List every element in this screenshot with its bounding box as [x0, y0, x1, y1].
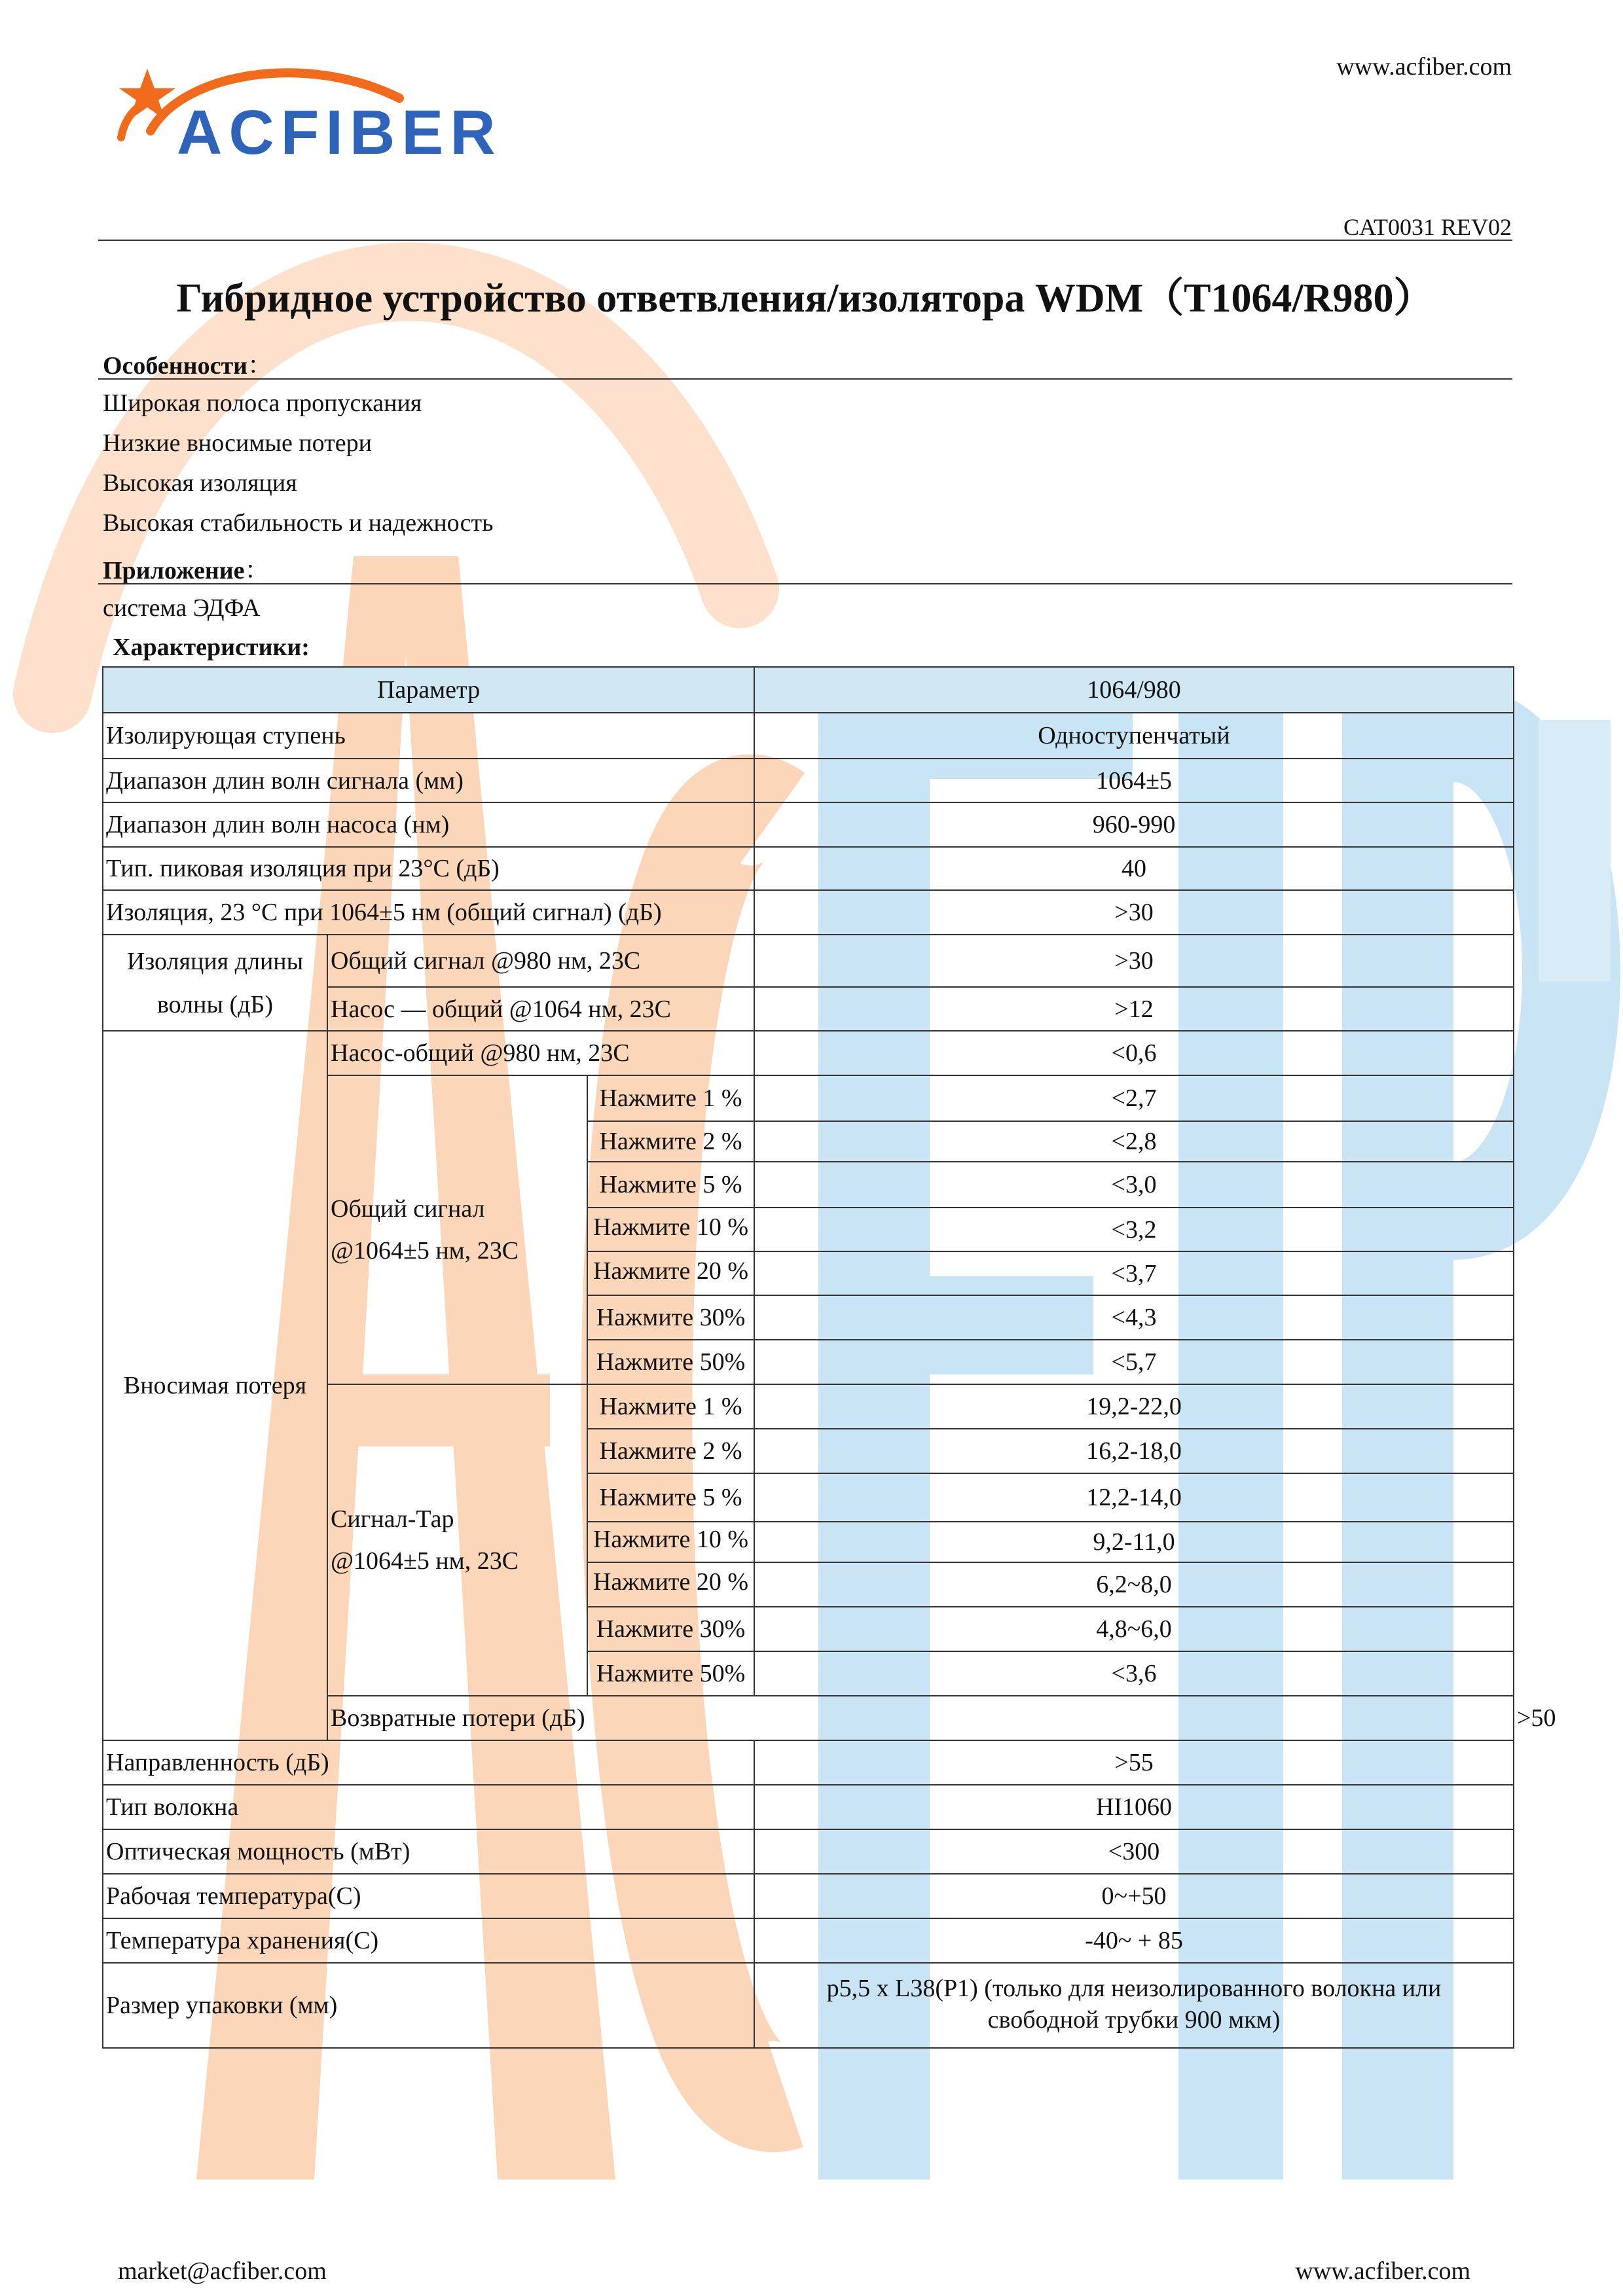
tap-value: <3,6 — [754, 1651, 1514, 1696]
application-divider — [98, 583, 1512, 584]
table-row — [103, 759, 1514, 802]
common-signal-line2: @1064±5 нм, 23C — [331, 1237, 519, 1265]
footer-email[interactable]: market@acfiber.com — [118, 2257, 327, 2285]
param-value: HI1060 — [754, 1785, 1514, 1829]
param-label: Тип. пиковая изоляция при 23°C (дБ) — [103, 847, 754, 890]
signal-tap-line2: @1064±5 нм, 23C — [331, 1547, 519, 1575]
param-value: >30 — [754, 935, 1514, 987]
tap-value: <3,7 — [754, 1251, 1514, 1295]
document-code: CAT0031 REV02 — [1343, 214, 1512, 240]
table-row — [103, 847, 1514, 890]
insertion-loss-label: Вносимая потеря — [103, 1031, 327, 1740]
param-value: >30 — [754, 890, 1514, 935]
signal-tap-line1: Сигнал-Тар — [331, 1505, 454, 1533]
acfiber-logo — [111, 52, 502, 177]
param-label: Общий сигнал @980 нм, 23C — [327, 935, 754, 987]
common-signal-label — [327, 1075, 587, 1384]
tap-value: 4,8~6,0 — [754, 1607, 1514, 1651]
table-row — [103, 1785, 1514, 1829]
table-row — [103, 713, 1514, 759]
tap-label: Нажмите 2 % — [587, 1121, 754, 1162]
param-value: >12 — [754, 987, 1514, 1031]
param-label: Рабочая температура(C) — [103, 1874, 754, 1918]
tap-label: Нажмите 1 % — [587, 1075, 754, 1121]
table-row — [103, 1874, 1514, 1918]
wavelength-isolation-label: Изоляция длины волны (дБ) — [103, 935, 327, 1031]
tap-value: <3,0 — [754, 1162, 1514, 1208]
tap-label: Нажмите 50% — [587, 1340, 754, 1384]
param-value: >55 — [754, 1740, 1514, 1785]
feature-item: Высокая изоляция — [103, 469, 297, 497]
tap-label: Нажмите 30% — [587, 1607, 754, 1651]
feature-item: Низкие вносимые потери — [103, 429, 372, 457]
param-value: -40~ + 85 — [754, 1918, 1514, 1963]
tap-value: <4,3 — [754, 1295, 1514, 1340]
tap-label: Нажмите 20 % — [587, 1562, 754, 1607]
tap-label: Нажмите 10 % — [587, 1522, 754, 1562]
param-label: Диапазон длин волн насоса (нм) — [103, 802, 754, 847]
tap-value: 12,2-14,0 — [754, 1473, 1514, 1522]
tap-label: Нажмите 10 % — [587, 1208, 754, 1251]
param-label: Насос — общий @1064 нм, 23C — [327, 987, 754, 1031]
param-value: 40 — [754, 847, 1514, 890]
param-label: Температура хранения(C) — [103, 1918, 754, 1963]
header-website[interactable]: www.acfiber.com — [1336, 53, 1512, 81]
header-value: 1064/980 — [754, 667, 1514, 713]
tap-label: Нажмите 1 % — [587, 1384, 754, 1429]
param-label: Возвратные потери (дБ) — [327, 1696, 1514, 1740]
footer-website[interactable]: www.acfiber.com — [1295, 2257, 1470, 2285]
tap-label: Нажмите 20 % — [587, 1251, 754, 1295]
header-divider — [98, 240, 1512, 241]
param-label: Изолирующая ступень — [103, 713, 754, 759]
tap-label: Нажмите 5 % — [587, 1162, 754, 1208]
logo-text: ACFIBER — [177, 98, 502, 168]
param-value: 0~+50 — [754, 1874, 1514, 1918]
table-header-row — [103, 667, 1514, 713]
table-row — [103, 1031, 1514, 1075]
table-row — [103, 890, 1514, 935]
tap-value: <3,2 — [754, 1208, 1514, 1251]
param-value: 960-990 — [754, 802, 1514, 847]
tap-value: 16,2-18,0 — [754, 1429, 1514, 1473]
tap-value: <2,7 — [754, 1075, 1514, 1121]
feature-item: Широкая полоса пропускания — [103, 389, 422, 417]
tap-label: Нажмите 5 % — [587, 1473, 754, 1522]
features-divider — [98, 378, 1512, 380]
param-value: <300 — [754, 1829, 1514, 1874]
spec-table — [102, 666, 1556, 2049]
table-row — [103, 935, 1514, 987]
table-row — [103, 1740, 1514, 1785]
param-label: Направленность (дБ) — [103, 1740, 754, 1785]
common-signal-line1: Общий сигнал — [331, 1195, 485, 1223]
table-row: Возвратные потери (дБ) >50 — [103, 1696, 1514, 1740]
tap-value: <5,7 — [754, 1340, 1514, 1384]
param-value: Одноступенчатый — [754, 713, 1514, 759]
features-heading: Особенности： — [103, 352, 273, 380]
tap-label: Нажмите 30% — [587, 1295, 754, 1340]
application-item: система ЭДФА — [103, 594, 261, 622]
table-row — [103, 1963, 1514, 2048]
feature-item: Высокая стабильность и надежность — [103, 509, 494, 537]
table-row — [103, 1829, 1514, 1874]
tap-label: Нажмите 50% — [587, 1651, 754, 1696]
application-heading: Приложение： — [103, 557, 270, 584]
package-size-line2: свободной трубки 900 мкм) — [987, 2006, 1281, 2034]
page-title: Гибридное устройство ответвления/изолятора WDM（T1064/R980） — [176, 276, 1434, 321]
param-value: <0,6 — [754, 1031, 1514, 1075]
tap-value: 19,2-22,0 — [754, 1384, 1514, 1429]
param-label: Насос-общий @980 нм, 23C — [327, 1031, 754, 1075]
tap-value: 6,2~8,0 — [754, 1562, 1514, 1607]
param-label: Оптическая мощность (мВт) — [103, 1829, 754, 1874]
tap-label: Нажмите 2 % — [587, 1429, 754, 1473]
param-value — [754, 1963, 1514, 2048]
signal-tap-label — [327, 1384, 587, 1696]
specs-heading: Характеристики: — [113, 634, 310, 661]
package-size-line1: p5,5 x L38(P1) (только для неизолированного волокна или — [826, 1975, 1442, 2002]
param-label: Тип волокна — [103, 1785, 754, 1829]
param-label: Диапазон длин волн сигнала (мм) — [103, 759, 754, 802]
table-row — [103, 1918, 1514, 1963]
param-label: Изоляция, 23 °C при 1064±5 нм (общий сигнал) (дБ) — [103, 890, 754, 935]
table-row — [103, 802, 1514, 847]
param-value: 1064±5 — [754, 759, 1514, 802]
header-param: Параметр — [103, 667, 754, 713]
tap-value: 9,2-11,0 — [754, 1522, 1514, 1562]
param-label: Размер упаковки (мм) — [103, 1963, 754, 2048]
tap-value: <2,8 — [754, 1121, 1514, 1162]
